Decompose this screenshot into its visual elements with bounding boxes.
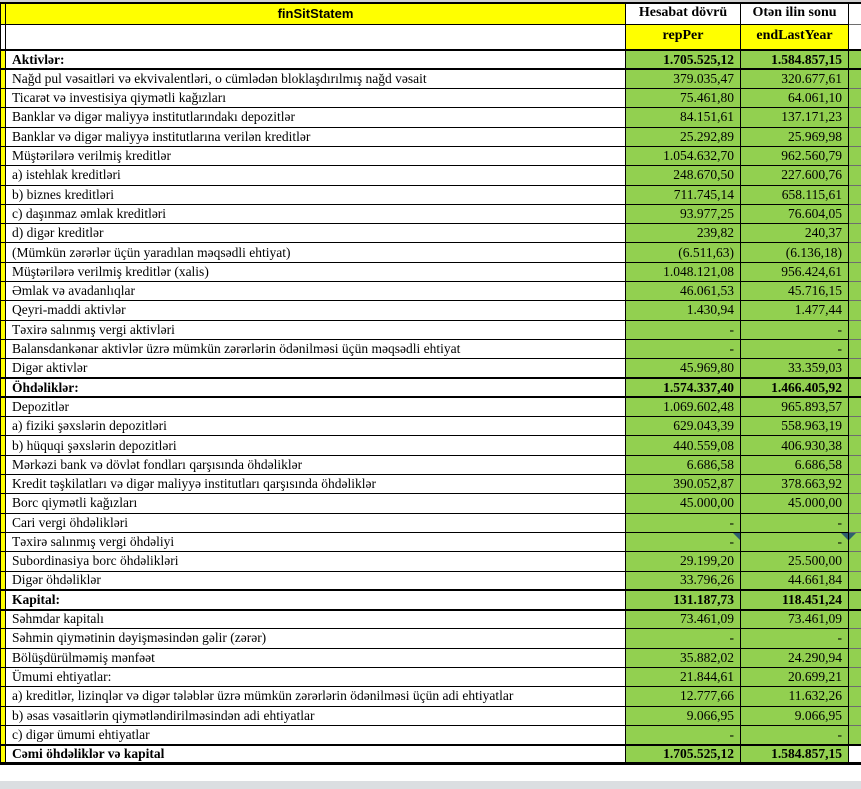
row-label-cell[interactable]: Təxirə salınmış vergi aktivləri <box>6 320 626 339</box>
statement-rows <box>1 50 861 764</box>
next-column-sliver <box>849 282 861 301</box>
next-column-sliver <box>849 590 861 609</box>
report-period-value-cell[interactable]: 1.705.525,12 <box>626 50 741 69</box>
end-last-year-value-cell[interactable]: 240,37 <box>741 224 849 243</box>
table-row <box>1 378 861 397</box>
table-row <box>1 204 861 223</box>
row-label-cell[interactable]: b) hüquqi şəxslərin depozitləri <box>6 436 626 455</box>
next-column-sliver <box>849 224 861 243</box>
next-column-sliver <box>849 320 861 339</box>
table-row <box>1 301 861 320</box>
end-last-year-value-cell[interactable]: 1.584.857,15 <box>741 50 849 69</box>
end-last-year-value-cell[interactable]: 118.451,24 <box>741 590 849 609</box>
end-last-year-value-cell[interactable]: 25.969,98 <box>741 127 849 146</box>
end-last-year-value-cell[interactable]: - <box>741 513 849 532</box>
sheet-area-below-table <box>0 765 861 781</box>
table-row <box>1 166 861 185</box>
next-column-sliver <box>849 127 861 146</box>
next-column-sliver <box>849 513 861 532</box>
header-row-codes <box>1 24 861 50</box>
end-last-year-value-cell[interactable]: - <box>741 532 849 551</box>
row-label-cell[interactable]: Təxirə salınmış vergi öhdəliyi <box>6 532 626 551</box>
report-period-value-cell[interactable]: - <box>626 513 741 532</box>
table-row <box>1 417 861 436</box>
next-column-sliver <box>849 146 861 165</box>
next-column-sliver <box>849 629 861 648</box>
sheet-title-cell[interactable]: finSitStatem <box>6 3 626 24</box>
end-last-year-value-cell[interactable]: 378.663,92 <box>741 475 849 494</box>
next-column-sliver <box>849 668 861 687</box>
end-last-year-header-cell[interactable]: Otən ilin sonu <box>741 3 849 24</box>
table-row <box>1 262 861 281</box>
table-row <box>1 629 861 648</box>
report-period-value-cell[interactable]: 711.745,14 <box>626 185 741 204</box>
report-period-value-cell[interactable]: 46.061,53 <box>626 282 741 301</box>
report-period-value-cell[interactable]: 1.048.121,08 <box>626 262 741 281</box>
row-label-cell[interactable]: Öhdəliklər: <box>6 378 626 397</box>
end-last-year-value-cell[interactable]: 76.604,05 <box>741 204 849 223</box>
next-column-sliver <box>849 378 861 397</box>
table-row <box>1 436 861 455</box>
row-label-cell[interactable]: Qeyri-maddi aktivlər <box>6 301 626 320</box>
table-row <box>1 69 861 88</box>
next-column-sliver <box>849 108 861 127</box>
next-column-sliver <box>849 552 861 571</box>
report-period-value-cell[interactable]: 12.777,66 <box>626 687 741 706</box>
next-column-sliver <box>849 571 861 590</box>
next-column-sliver <box>849 50 861 69</box>
report-period-value-cell[interactable]: 1.430,94 <box>626 301 741 320</box>
end-last-year-value-cell[interactable]: 137.171,23 <box>741 108 849 127</box>
end-last-year-value-cell[interactable]: 320.677,61 <box>741 69 849 88</box>
empty-header-cell[interactable] <box>6 24 626 50</box>
end-last-year-value-cell[interactable]: 962.560,79 <box>741 146 849 165</box>
end-last-year-value-cell[interactable]: 6.686,58 <box>741 455 849 474</box>
table-row <box>1 494 861 513</box>
end-last-year-value-cell[interactable]: - <box>741 725 849 744</box>
table-row <box>1 127 861 146</box>
row-label-cell[interactable]: d) digər kreditlər <box>6 224 626 243</box>
next-column-sliver <box>849 436 861 455</box>
row-label-cell[interactable]: Müştərilərə verilmiş kreditlər <box>6 146 626 165</box>
next-column-sliver <box>849 359 861 378</box>
end-last-year-value-cell[interactable]: 45.716,15 <box>741 282 849 301</box>
end-last-year-value-cell[interactable]: 658.115,61 <box>741 185 849 204</box>
row-label-cell[interactable]: Digər öhdəliklər <box>6 571 626 590</box>
report-period-value-cell[interactable]: 75.461,80 <box>626 89 741 108</box>
report-period-value-cell[interactable]: 629.043,39 <box>626 417 741 436</box>
report-period-header-cell[interactable]: Hesabat dövrü <box>626 3 741 24</box>
report-period-value-cell[interactable]: - <box>626 725 741 744</box>
financial-statement-table <box>0 2 861 765</box>
end-last-year-value-cell[interactable]: 9.066,95 <box>741 706 849 725</box>
table-row <box>1 185 861 204</box>
table-row <box>1 725 861 744</box>
row-label-cell[interactable]: Kapital: <box>6 590 626 609</box>
row-label-cell[interactable]: Bölüşdürülməmiş mənfəət <box>6 648 626 667</box>
row-label-cell[interactable]: a) fiziki şəxslərin depozitləri <box>6 417 626 436</box>
report-period-value-cell[interactable]: 248.670,50 <box>626 166 741 185</box>
next-column-sliver <box>849 687 861 706</box>
report-period-value-cell[interactable]: 29.199,20 <box>626 552 741 571</box>
row-label-cell[interactable]: Əmlak və avadanlıqlar <box>6 282 626 301</box>
end-last-year-value-cell[interactable]: 44.661,84 <box>741 571 849 590</box>
report-period-value-cell[interactable]: 25.292,89 <box>626 127 741 146</box>
next-column-sliver <box>849 417 861 436</box>
report-period-value-cell[interactable]: 33.796,26 <box>626 571 741 590</box>
table-row <box>1 513 861 532</box>
row-label-cell[interactable]: Subordinasiya borc öhdəlikləri <box>6 552 626 571</box>
report-period-value-cell[interactable]: 1.054.632,70 <box>626 146 741 165</box>
row-label-cell[interactable]: Nağd pul vəsaitləri və ekvivalentləri, o cümlədən bloklaşdırılmış nağd vəsait <box>6 69 626 88</box>
row-label-cell[interactable]: Kredit təşkilatları və digər maliyyə institutları qarşısında öhdəliklər <box>6 475 626 494</box>
row-label-cell[interactable]: (Mümkün zərərlər üçün yaradılan məqsədli ehtiyat) <box>6 243 626 262</box>
end-last-year-value-cell[interactable]: - <box>741 339 849 358</box>
row-label-cell[interactable]: b) əsas vəsaitlərin qiymətləndirilməsindən adi ehtiyatlar <box>6 706 626 725</box>
report-period-value-cell[interactable]: 21.844,61 <box>626 668 741 687</box>
header-row-titles <box>1 3 861 24</box>
row-label-cell[interactable]: Cari vergi öhdəlikləri <box>6 513 626 532</box>
end-last-year-value-cell[interactable]: - <box>741 320 849 339</box>
report-period-value-cell[interactable]: 73.461,09 <box>626 610 741 629</box>
table-row <box>1 610 861 629</box>
table-row <box>1 648 861 667</box>
end-last-year-code-cell[interactable]: endLastYear <box>741 24 849 50</box>
bottom-gray-strip <box>0 781 861 789</box>
report-period-value-cell[interactable]: 1.705.525,12 <box>626 745 741 764</box>
report-period-value-cell[interactable]: 9.066,95 <box>626 706 741 725</box>
next-column-sliver <box>849 339 861 358</box>
report-period-code-cell[interactable]: repPer <box>626 24 741 50</box>
row-label-cell[interactable]: c) daşınmaz əmlak kreditləri <box>6 204 626 223</box>
report-period-value-cell[interactable]: 45.000,00 <box>626 494 741 513</box>
report-period-value-cell[interactable]: - <box>626 320 741 339</box>
report-period-value-cell[interactable]: 93.977,25 <box>626 204 741 223</box>
row-label-cell[interactable]: Digər aktivlər <box>6 359 626 378</box>
row-label-cell[interactable]: Səhmin qiymətinin dəyişməsindən gəlir (zərər) <box>6 629 626 648</box>
row-label-cell[interactable]: Cəmi öhdəliklər və kapital <box>6 745 626 764</box>
row-label-cell[interactable]: Borc qiymətli kağızları <box>6 494 626 513</box>
next-column-sliver <box>849 532 861 551</box>
next-column-sliver <box>849 745 861 764</box>
table-row <box>1 571 861 590</box>
report-period-value-cell[interactable]: - <box>626 339 741 358</box>
row-label-cell[interactable]: Ümumi ehtiyatlar: <box>6 668 626 687</box>
next-column-sliver <box>849 3 861 24</box>
end-last-year-value-cell[interactable]: 1.466.405,92 <box>741 378 849 397</box>
row-label-cell[interactable]: b) biznes kreditləri <box>6 185 626 204</box>
next-column-sliver <box>849 69 861 88</box>
end-last-year-value-cell[interactable]: 45.000,00 <box>741 494 849 513</box>
end-last-year-value-cell[interactable]: 965.893,57 <box>741 397 849 416</box>
table-row <box>1 590 861 609</box>
table-row <box>1 706 861 725</box>
next-column-sliver <box>849 475 861 494</box>
next-column-sliver <box>849 204 861 223</box>
table-row <box>1 745 861 764</box>
report-period-value-cell[interactable]: 131.187,73 <box>626 590 741 609</box>
row-label-cell[interactable]: Müştərilərə verilmiş kreditlər (xalis) <box>6 262 626 281</box>
next-column-sliver <box>849 262 861 281</box>
table-row <box>1 224 861 243</box>
end-last-year-value-cell[interactable]: 33.359,03 <box>741 359 849 378</box>
next-column-sliver <box>849 89 861 108</box>
row-label-cell[interactable]: c) digər ümumi ehtiyatlar <box>6 725 626 744</box>
next-column-sliver <box>849 725 861 744</box>
report-period-value-cell[interactable]: - <box>626 629 741 648</box>
table-row <box>1 475 861 494</box>
next-column-sliver <box>849 610 861 629</box>
report-period-value-cell[interactable]: 379.035,47 <box>626 69 741 88</box>
table-row <box>1 668 861 687</box>
report-period-value-cell[interactable]: 84.151,61 <box>626 108 741 127</box>
table-row <box>1 243 861 262</box>
row-label-cell[interactable]: Balansdankənar aktivlər üzrə mümkün zərərlərin ödənilməsi üçün məqsədli ehtiyat <box>6 339 626 358</box>
report-period-value-cell[interactable]: 390.052,87 <box>626 475 741 494</box>
report-period-value-cell[interactable]: 1.069.602,48 <box>626 397 741 416</box>
end-last-year-value-cell[interactable]: 24.290,94 <box>741 648 849 667</box>
report-period-value-cell[interactable]: (6.511,63) <box>626 243 741 262</box>
end-last-year-value-cell[interactable]: 73.461,09 <box>741 610 849 629</box>
report-period-value-cell[interactable]: 45.969,80 <box>626 359 741 378</box>
table-row <box>1 397 861 416</box>
row-label-cell[interactable]: Mərkəzi bank və dövlət fondları qarşısında öhdəliklər <box>6 455 626 474</box>
next-column-sliver <box>849 24 861 50</box>
end-last-year-value-cell[interactable]: 406.930,38 <box>741 436 849 455</box>
table-row <box>1 552 861 571</box>
next-column-sliver <box>849 706 861 725</box>
end-last-year-value-cell[interactable]: 20.699,21 <box>741 668 849 687</box>
next-column-sliver <box>849 301 861 320</box>
table-row <box>1 146 861 165</box>
table-row <box>1 455 861 474</box>
next-column-sliver <box>849 494 861 513</box>
row-label-cell[interactable]: a) istehlak kreditləri <box>6 166 626 185</box>
report-period-value-cell[interactable]: 239,82 <box>626 224 741 243</box>
next-column-sliver <box>849 185 861 204</box>
report-period-value-cell[interactable]: 6.686,58 <box>626 455 741 474</box>
end-last-year-value-cell[interactable]: 227.600,76 <box>741 166 849 185</box>
table-row <box>1 339 861 358</box>
end-last-year-value-cell[interactable]: 956.424,61 <box>741 262 849 281</box>
next-column-sliver <box>849 397 861 416</box>
table-row <box>1 50 861 69</box>
end-last-year-value-cell[interactable]: 64.061,10 <box>741 89 849 108</box>
end-last-year-value-cell[interactable]: 1.584.857,15 <box>741 745 849 764</box>
table-row <box>1 89 861 108</box>
table-row <box>1 320 861 339</box>
end-last-year-value-cell[interactable]: (6.136,18) <box>741 243 849 262</box>
table-row <box>1 359 861 378</box>
next-column-sliver <box>849 455 861 474</box>
report-period-value-cell[interactable]: 440.559,08 <box>626 436 741 455</box>
table-row <box>1 532 861 551</box>
row-label-cell[interactable]: Səhmdar kapitalı <box>6 610 626 629</box>
end-last-year-value-cell[interactable]: 558.963,19 <box>741 417 849 436</box>
row-label-cell[interactable]: Banklar və digər maliyyə institutlarına verilən kreditlər <box>6 127 626 146</box>
end-last-year-value-cell[interactable]: - <box>741 629 849 648</box>
end-last-year-value-cell[interactable]: 1.477,44 <box>741 301 849 320</box>
table-row <box>1 108 861 127</box>
end-last-year-value-cell[interactable]: 11.632,26 <box>741 687 849 706</box>
table-row <box>1 282 861 301</box>
next-column-sliver <box>849 648 861 667</box>
row-label-cell[interactable]: Ticarət və investisiya qiymətli kağızları <box>6 89 626 108</box>
report-period-value-cell[interactable]: 35.882,02 <box>626 648 741 667</box>
row-label-cell[interactable]: a) kreditlər, lizinqlər və digər tələblər üzrə mümkün zərərlərin ödənilməsi üçün adi ehtiyatlar <box>6 687 626 706</box>
row-label-cell[interactable]: Banklar və digər maliyyə institutlarındakı depozitlər <box>6 108 626 127</box>
row-label-cell[interactable]: Aktivlər: <box>6 50 626 69</box>
report-period-value-cell[interactable]: - <box>626 532 741 551</box>
table-row <box>1 687 861 706</box>
next-column-sliver <box>849 243 861 262</box>
report-period-value-cell[interactable]: 1.574.337,40 <box>626 378 741 397</box>
next-column-sliver <box>849 166 861 185</box>
row-label-cell[interactable]: Depozitlər <box>6 397 626 416</box>
end-last-year-value-cell[interactable]: 25.500,00 <box>741 552 849 571</box>
